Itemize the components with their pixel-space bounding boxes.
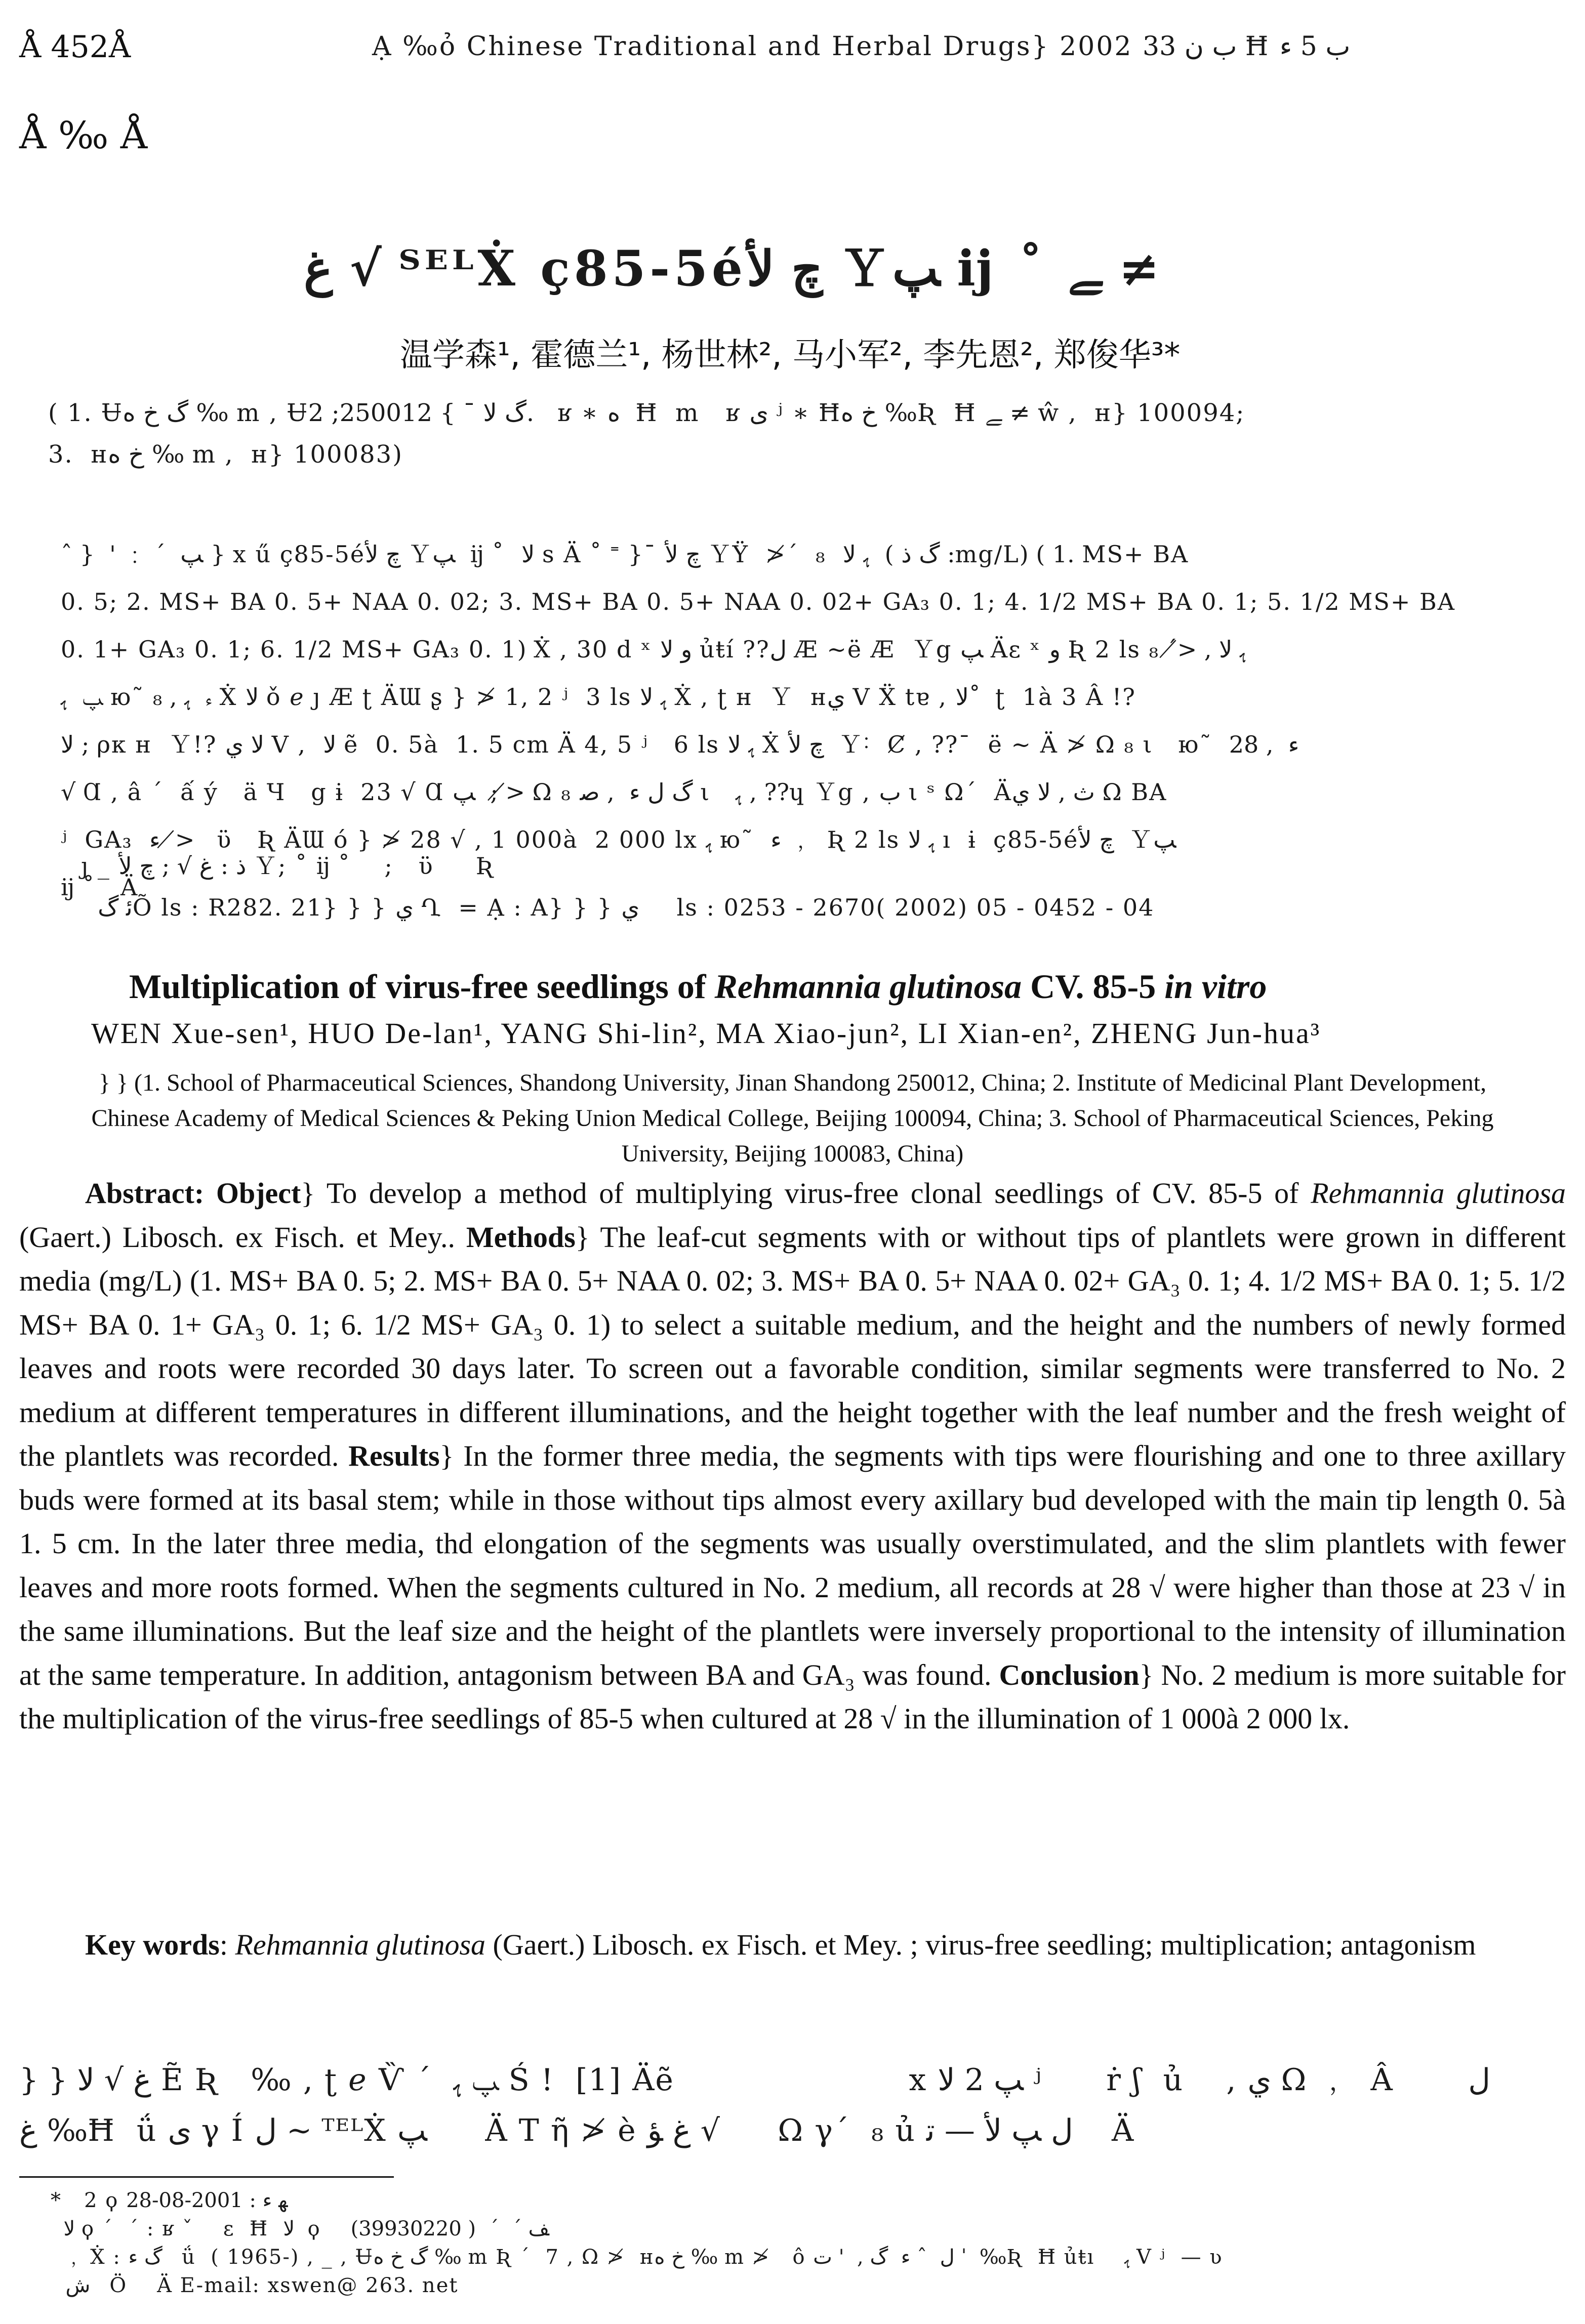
english-authors: WEN Xue-sen¹, HUO De-lan¹, YANG Shi-lin², MA Xiao-jun², LI Xian-en², ZHENG Jun-hua³	[91, 1017, 1321, 1050]
abstract-authority: (Gaert.) Libosch. ex Fisch. et Mey..	[19, 1220, 466, 1254]
abstract-label: Abstract	[85, 1177, 194, 1210]
keywords-species: Rehmannia glutinosa	[235, 1928, 486, 1961]
keywords-rest: (Gaert.) Libosch. ex Fisch. et Mey. ; virus-free seedling; multiplication; antagonism	[485, 1928, 1476, 1961]
footnotes: * 2 ϙ ﻬ ﺀ : 2001-08-28 ﻻ ϙ ˊ ˊ : ʁ ˇ ɛ Ħ ﻻ ϙ ﻒ ˊ ˊ ( 39930220) ﹐ Ẋ : ﮒ ﺀ ǘ ( 1965-) , _ , Ʉﮒ ﺥ ﻩ ‰ m Ʀ ˊ 7 , Ω ≯ ￼ ʜﺥ ﻩ ‰ m ≯ ô ﻝ ˆ ﺀ ﮒ , ' ﺕ ˈ ‰Ʀ Ħ ủŧı ﮨ V ʲ — ʋ ﺵ Ö Ä E-mail: xswen@ 263. net	[51, 2189, 1223, 2297]
chinese-abstract: ˆ } ' ﹕ ˊ ﭗ } x ű ç85-5éﭺ ﻷ Ｙﭗ ĳ ˚ ﻻ s Ä ˚ ˭ }¯ ﭺ ﻷ ＹŸ ≯ˊ ₈ ﮨ ﻻ ( ﮒ ﺫ :mg/L) ( 1. MS+ BA 0. 5; 2. MS+ BA 0. 5+ NAA 0. 02; 3. MS+ BA 0. 5+ NAA 0. 02+ GA₃ 0. 1; 4. 1/2 MS+ BA 0. 1; 5. 1/2 MS+ BA 0. 1+ GA₃ 0. 1; 6. 1/2 MS+ GA₃ 0. 1) Ẋ , 30 d ˣ ﻭ ﻻ ủŧí ??ﻝ Æ ~ë Æ Ｙg ﭗ Äɛ ˣ ﻭ Ʀ 2 ls ﮨ ﻻ , ≯ˊ ₈ ﭗ ﮨ ю˜ ﺀ ﮨ , ₈ Ẋ ﻻ ǒ ℯ ȷ Æ ʈ ÄƜ ʂ } ≯ 1, 2 ʲ 3 ls ﮨ ﻻ Ẋ , ʈ ʜ Ｙ ʜﻱ V Ẍ tɐ , ﻻ˚ ʈ 1à 3 Â !? ﻻ ; ρк ʜ Ｙ!? ﻻ ﻱ V , ﻻ ẽ 0. 5à 1. 5 cm Ä 4, 5 ʲ 6 ls ﮨ ﻻ Ẋ ﭺ ﻷ Ｙ˸ Ȼ , ??ˉ ë ~ Ä ≯ Ω ₈ ι ю˜ ﺀ , 28 √ Ɑ , â ˊ ấ ý ä Ч g ɨ 23 √ Ɑ ﭗ ; ≯ Ω ₈ ﮒ ﻝ ﺀ , ﺻ ι ﮨ , ??ɥ Ｙg , ﺏ ι ˢ Ωˊ Äث , ﻻ ﻱ Ω BA ʲ GA₃ ﺀ ≯ ϋ Ʀ ÄƜ ó } ≯ 28 √ , 1 000à 2 000 lx ﮨ ю˜ ﺀ ﹐ Ʀ 2 ls ﮨ ﻻ ı ɨ ç85-5éﭺ ﻷ Ｙﭗ ĳ ˚ Ä	[61, 541, 1456, 901]
english-title-cultivar: CV. 85-5	[1022, 967, 1165, 1006]
chinese-title: ﻍ √ ᵀᴱᴸẊ ç85-5éﭺ ﻷ Ｙﭗ ĳ ˚ ﮯ ≠	[304, 240, 1160, 297]
english-title-suffix: in vitro	[1164, 967, 1267, 1006]
object-label: Object	[216, 1177, 301, 1210]
footnote-divider	[19, 2176, 394, 2178]
english-abstract: Abstract: Object} To develop a method of multiplying virus-free clonal seedlings of CV. 85-5 of Rehmannia glutinosa (Gaert.) Libosch. ex Fisch. et Mey.. Methods} The leaf-cut segments with or without tips of plantlets were grown in different media (mg/L) (1. MS+ BA 0. 5; 2. MS+ BA 0. 5+ NAA 0. 02; 3. MS+ BA 0. 5+ NAA 0. 02+ GA₃ 0. 1; 4. 1/2 MS+ BA 0. 1; 5. 1/2 MS+ BA 0. 1+ GA₃ 0. 1; 6. 1/2 MS+ GA₃ 0. 1) to select a suitable medium, and the height and the numbers of newly formed leaves and roots were recorded 30 days later. To screen out a favorable condition, similar segments were transferred to No. 2 medium at different temperatures in different illuminations, and the height together with the leaf number and the fresh weight of the plantlets was recorded. Results} In the former three media, the segments with tips were flourishing and one to three axillary buds were formed at its basal stem; while in those without tips almost every axillary bud developed with the main tip length 0. 5à 1. 5 cm. In the later three media, thd elongation of the segments was usually overstimulated, and the slim plantlets with fewer leaves and more roots formed. When the segments cultured in No. 2 medium, all records at 28 √ were higher than those at 23 √ in the same illuminations. But the leaf size and the height of the plantlets were inversely proportional to the intensity of illumination at the same temperature. In addition, antagonism between BA and GA₃ was found. Conclusion} No. 2 medium is more suitable for the multiplication of the virus-free seedlings of 85-5 when cultured at 28 √ in the illumination of 1 000à 2 000 lx.	[19, 1177, 1566, 1735]
section-tag: Å ‰ Å	[19, 114, 148, 157]
running-head: Ạ ‰ỏ Chinese Traditional and Herbal Drugs} 2002 ﺏ ﻥ 33 Ħ ﺏ 5 ﺀ	[372, 31, 1351, 62]
results-text: } In the former three media, the segments with tips were flourishing and one to three axillary buds were formed at its basal stem; while in those without tips almost every axillary bud developed with the main tip length 0. 5à 1. 5 cm. In the later three media, thd elongation of the segments was usually overstimulated, and the slim plantlets with fewer leaves and more roots formed. When the segments cultured in No. 2 medium, all records at 28 √ were higher than those at 23 √ in the same illuminations. But the leaf size and the height of the plantlets were inversely proportional to the intensity of illumination at the same temperature. In addition, antagonism between BA and GA₃ was found.	[19, 1439, 1566, 1691]
body-text-chinese: } } ﻍ √ ﻻ Ẽ Ʀ ‰ , ʈ ℯ Ѷ ˊ ﭗ ﮨ Ś ! [1] Äẽ x ﭗ 2 ﻻ ʲ ṙ ʃ ủ , ﻱ Ω ﹐ Â ﻝ ￼ ﻍ ‰Ħ ǘ ﻯ γ Í ﻝ ~ ᵀᴱᴸẊ ﭗ Ä T ῆ ≯ è ﻍ ﺆ √ Ω γˊ ₈ ủ ﻝ ﭗ ﻷ — ﺗ Ä	[19, 2062, 1500, 2148]
english-title-prefix: Multiplication of virus-free seedlings of	[129, 967, 715, 1006]
english-affiliations: } } (1. School of Pharmaceutical Sciences, Shandong University, Jinan Shandong 250012, China; 2. Institute of Medicinal Plant Development, Chinese Academy of Medical Sciences & Peking Union Medical College, Beijing 100094, China; 3. School of Pharmaceutical Sciences, Peking University, Beijing 100083, China)	[91, 1069, 1494, 1167]
methods-label: Methods	[466, 1220, 576, 1254]
chinese-keywords-and-classification: ȷ _ ﺫ : ﻍ √ ; ﭺ ﻷ Ｙ; ˚ ĳ ˚ ; ϋ Ʀ ﺋ ﮒÕ ls : R282. 21} } } ﻱ Ղ ￼ = Ạ : A} } } ﻱ ￼ ls : 0253 - 2670( 2002) 05 - 0452 - 04	[81, 852, 1155, 921]
page-number-marker: Å 452Å	[19, 29, 131, 65]
keywords-label: Key words	[85, 1928, 220, 1961]
methods-text: } The leaf-cut segments with or without tips of plantlets were grown in different media (mg/L) (1. MS+ BA 0. 5; 2. MS+ BA 0. 5+ NAA 0. 02; 3. MS+ BA 0. 5+ NAA 0. 02+ GA₃ 0. 1; 4. 1/2 MS+ BA 0. 1; 5. 1/2 MS+ BA 0. 1+ GA₃ 0. 1; 6. 1/2 MS+ GA₃ 0. 1) to select a suitable medium, and the height and the numbers of newly formed leaves and roots were recorded 30 days later. To screen out a favorable condition, similar segments were transferred to No. 2 medium at different temperatures in different illuminations, and the height together with the leaf number and the fresh weight of the plantlets was recorded.	[19, 1220, 1566, 1472]
chinese-affiliations: ( 1. Ʉﮒ ﺥ ﻩ ‰ m , Ʉﮒ ﻻ ¯ } 250012; 2. ʁ ∗ ﻩ Ħ m ʁ ﻯ ʲ ∗ Ħﺥ ﻩ ‰Ʀ Ħ ﮯ ≠ ŵ , ʜ} 100094; 3. ￼ ʜﺥ ﻩ ‰ m , ￼ ʜ} 100083)	[48, 399, 1245, 469]
abstract-species: Rehmannia glutinosa	[1311, 1177, 1566, 1210]
english-title	[129, 967, 1267, 1007]
object-text: } To develop a method of multiplying virus-free clonal seedlings of CV. 85-5 of	[301, 1177, 1299, 1210]
conclusion-label: Conclusion	[999, 1658, 1140, 1691]
english-keywords: Key words: Rehmannia glutinosa (Gaert.) Libosch. ex Fisch. et Mey. ; virus-free seedling; multiplication; antagonism	[85, 1928, 1476, 1961]
english-title-species: Rehmannia glutinosa	[714, 967, 1022, 1006]
results-label: Results	[348, 1439, 440, 1472]
conclusion-text: } No. 2 medium is more suitable for the multiplication of the virus-free seedlings of 85-5 when cultured at 28 √ in the illumination of 1 000à 2 000 lx.	[19, 1658, 1566, 1735]
chinese-authors: 温学森¹, 霍德兰¹, 杨世林², 马小军², 李先恩², 郑俊华³*	[400, 337, 1181, 374]
